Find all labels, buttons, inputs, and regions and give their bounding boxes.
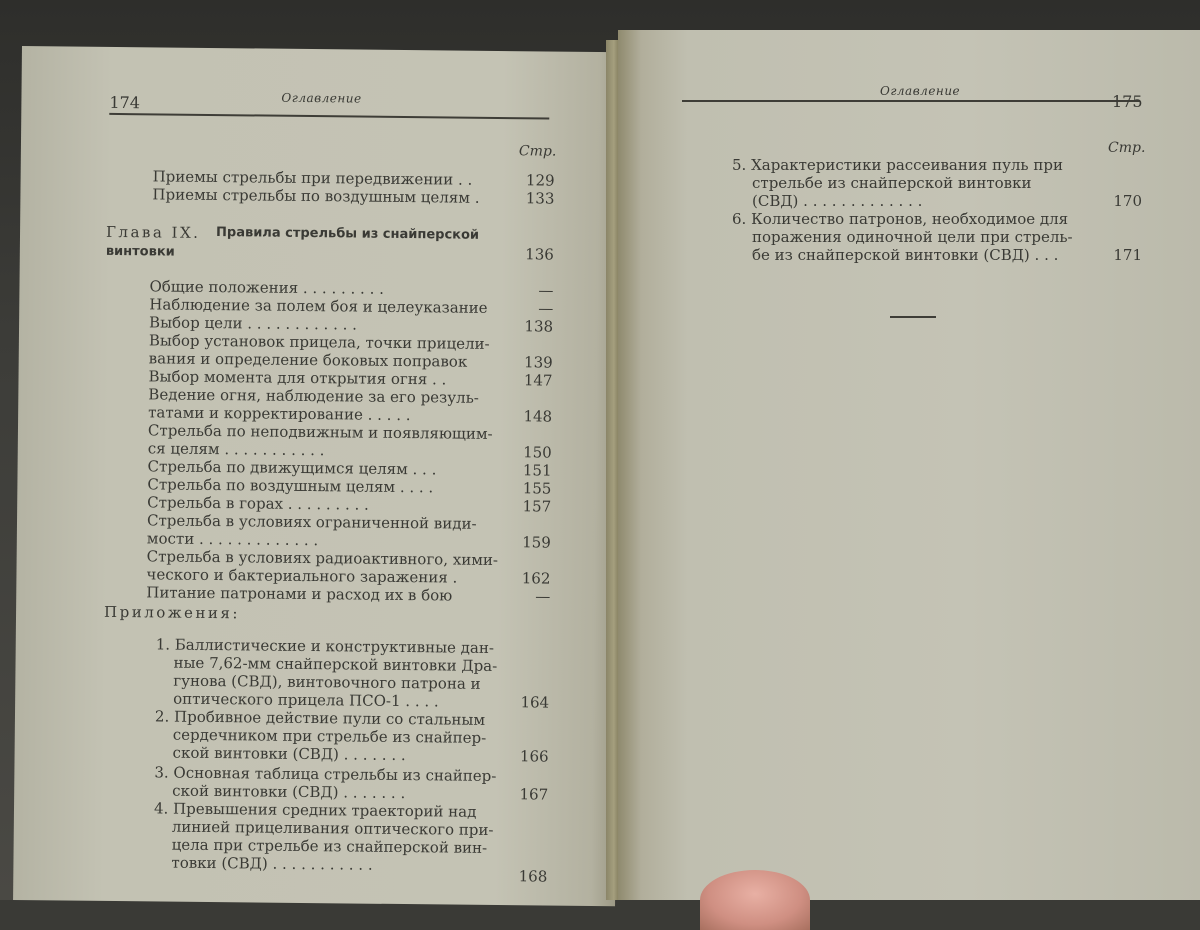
toc-entry: Наблюдение за полем боя и целеуказание [149,295,488,317]
appendix-entry: цела при стрельбе из снайперской вин- [171,835,488,857]
toc-page-number: — [535,587,551,606]
right-page [618,30,1200,900]
toc-page-number: 157 [522,497,552,516]
appendix-entry: 2. Пробивное действие пули со стальным [154,707,486,729]
appendix-page-number: 167 [519,785,549,804]
toc-page-number: 133 [525,189,555,208]
toc-entry: Питание патронами и расход их в бою [146,583,453,605]
toc-page-number: 148 [523,407,553,426]
running-head: Оглавление [281,90,362,106]
appendix-page-number: 171 [1113,246,1142,264]
toc-entry: вания и определение боковых поправок [148,349,468,371]
toc-page-number: 162 [521,569,551,588]
toc-entry: ческого и бактериального заражения . [146,565,458,587]
toc-entry: мости . . . . . . . . . . . . . [146,529,319,550]
appendix-entry: 5. Характеристики рассеивания пуль при [732,156,1063,174]
finger-photo-artifact [700,870,810,930]
page-number: 175 [1112,92,1143,111]
toc-entry: Выбор момента для открытия огня . . [148,367,447,389]
running-head: Оглавление [880,84,961,98]
appendix-entry: поражения одиночной цели при стрель- [752,228,1073,246]
toc-entry: Приемы стрельбы по воздушным целям . [152,185,480,207]
appendix-entry: бе из снайперской винтовки (СВД) . . . [752,246,1059,264]
toc-entry: Приемы стрельбы при передвижении . . [152,167,473,189]
toc-entry: Выбор установок прицела, точки прицели- [148,331,490,353]
toc-entry: Стрельба по неподвижным и появляющим- [147,421,493,443]
header-rule [682,100,1140,102]
appendix-entry: 4. Превышения средних траекторий над [153,799,477,821]
toc-entry: Стрельба по движущимся целям . . . [147,457,437,479]
page-number: 174 [109,92,141,113]
header-rule [109,113,549,120]
toc-page-number: 139 [523,353,553,372]
toc-page-number: 129 [525,171,555,190]
toc-page-number: 138 [524,317,554,336]
toc-entry: Общие положения . . . . . . . . . [149,277,385,298]
appendix-page-number: 164 [520,693,550,712]
toc-entry: Стрельба в условиях радиоактивного, хими- [146,547,499,570]
toc-entry: Стрельба в горах . . . . . . . . . [147,493,369,514]
toc-entry: татами и корректирование . . . . . [148,403,411,425]
toc-entry: Ведение огня, наблюдение за его резуль- [148,385,479,407]
column-head: Стр. [518,143,557,160]
appendix-entry: оптического прицела ПСО-1 . . . . [173,689,439,711]
toc-page-number: — [538,281,554,300]
appendix-entry: товки (СВД) . . . . . . . . . . . [171,853,373,874]
chapter-prefix: Глава IX. [105,222,201,242]
appendix-entry: 6. Количество патронов, необходимое для [732,210,1069,228]
toc-page-number: 159 [522,533,551,552]
appendix-page-number: 170 [1113,192,1142,210]
chapter-title-continued: винтовки [105,243,175,260]
appendix-entry: стрельбе из снайперской винтовки [752,174,1032,192]
appendix-entry: линией прицеливания оптического при- [171,817,494,839]
toc-entry: Стрельба в условиях ограниченной види- [146,511,477,533]
appendix-entry: гунова (СВД), винтовочного патрона и [173,671,481,693]
column-head: Стр. [1108,140,1146,156]
appendix-entry: ской винтовки (СВД) . . . . . . . [172,743,406,765]
toc-page-number: 150 [523,443,552,462]
appendix-page-number: 166 [519,747,549,766]
appendix-entry: 3. Основная таблица стрельбы из снайпер- [154,763,497,786]
appendix-entry: 1. Баллистические и конструктивные дан- [155,635,495,657]
toc-entry: Стрельба по воздушным целям . . . . [147,475,434,497]
appendix-entry: (СВД) . . . . . . . . . . . . . [752,192,923,210]
toc-page-number: 151 [522,461,552,480]
appendix-entry: сердечником при стрельбе из снайпер- [172,725,487,747]
toc-page-number: 136 [525,245,554,264]
end-rule [890,316,936,318]
left-page [13,46,624,906]
appendix-page-number: 168 [518,867,548,886]
toc-entry: Выбор цели . . . . . . . . . . . . [149,313,358,334]
toc-entry: ся целям . . . . . . . . . . . [147,439,325,460]
toc-page-number: 155 [522,479,552,498]
chapter-title: Правила стрельбы из снайперской [215,225,480,243]
appendix-entry: ской винтовки (СВД) . . . . . . . [172,781,406,803]
toc-page-number: — [538,299,554,318]
appendix-heading: Приложения: [103,602,241,623]
appendix-entry: ные 7,62-мм снайперской винтовки Дра- [173,653,498,676]
toc-page-number: 147 [523,371,553,390]
